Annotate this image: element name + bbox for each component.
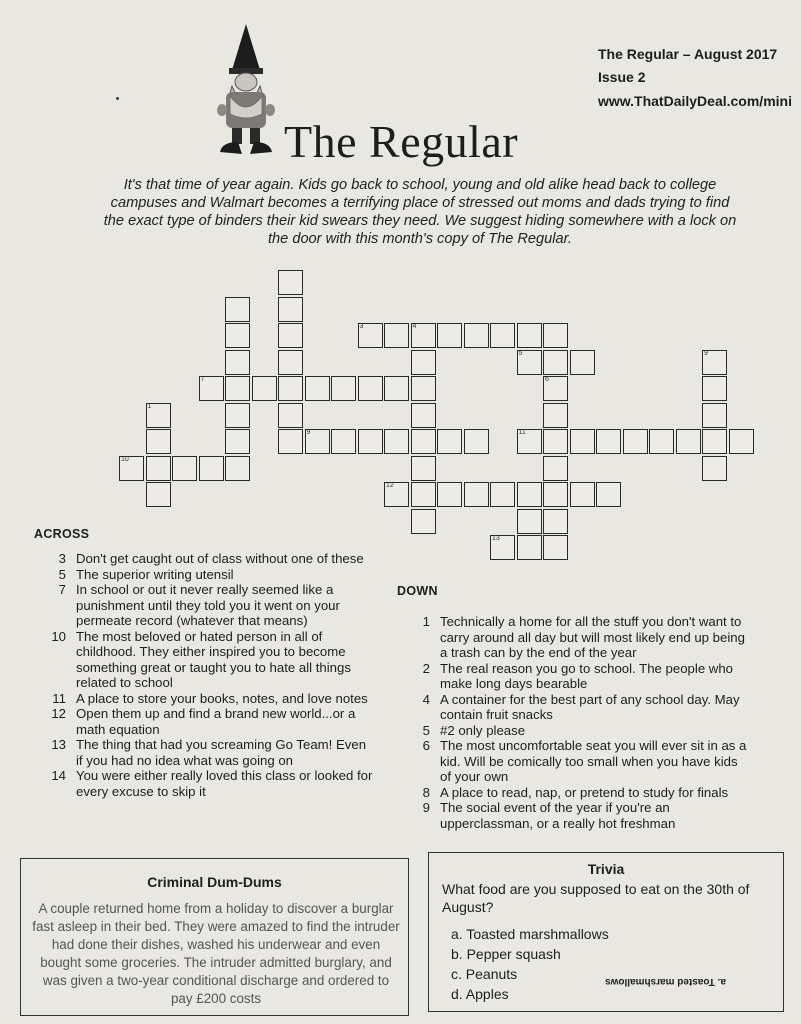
across-clue bbox=[46, 768, 374, 799]
crossword-cell[interactable] bbox=[278, 297, 303, 322]
down-clue bbox=[410, 692, 750, 723]
trivia-option: c. Peanuts bbox=[451, 966, 518, 982]
trivia-option: a. Toasted marshmallows bbox=[451, 926, 609, 942]
crossword-cell[interactable] bbox=[517, 350, 542, 375]
clue-number: 5 bbox=[58, 566, 66, 582]
across-clue bbox=[46, 706, 374, 737]
clue-number: 9 bbox=[422, 800, 430, 815]
crossword-cell[interactable] bbox=[543, 482, 568, 507]
crossword-cell-number: 12 bbox=[386, 482, 394, 489]
crossword-cell[interactable] bbox=[437, 482, 462, 507]
down-clue-list bbox=[410, 614, 750, 831]
clue-text: Technically a home for all the stuff you don't want to carry around all day but will most likely end up being a trash can by the end of the year bbox=[440, 614, 745, 660]
clue-text: A place to store your books, notes, and love notes bbox=[76, 690, 368, 706]
crossword-cell[interactable] bbox=[702, 429, 727, 454]
clue-number: 10 bbox=[51, 628, 66, 644]
crossword-cell[interactable] bbox=[225, 429, 250, 454]
crossword-cell[interactable] bbox=[543, 403, 568, 428]
crossword-cell-number: 5 bbox=[518, 349, 523, 357]
crossword-cell[interactable] bbox=[517, 429, 542, 454]
clue-text: In school or out it never really seemed like a punishment until they told you it went on your permeate record (whatever that means) bbox=[76, 582, 340, 628]
crossword-cell[interactable] bbox=[543, 509, 568, 534]
crossword-cell[interactable] bbox=[517, 509, 542, 534]
criminal-dumdums-story: A couple returned home from a holiday to discover a burglar fast asleep in their bed. They were amazed to find the intruder had done their dishes, washed his underwear and even bought some groceries. The intruder admitted burglary, and was given a two-year conditional discharge and ordered to pay £200 costs bbox=[32, 901, 400, 1006]
crossword-cell[interactable] bbox=[358, 323, 383, 348]
crossword-cell[interactable] bbox=[490, 323, 515, 348]
crossword-cell-number: 3 bbox=[359, 323, 364, 330]
gnome-icon bbox=[212, 22, 280, 162]
crossword-cell[interactable] bbox=[305, 429, 330, 454]
crossword-cell[interactable] bbox=[702, 376, 727, 401]
crossword-cell[interactable] bbox=[702, 350, 727, 375]
crossword-cell[interactable] bbox=[278, 323, 303, 348]
crossword-cell[interactable] bbox=[543, 323, 568, 348]
crossword-cell[interactable] bbox=[411, 509, 436, 534]
crossword-cell[interactable] bbox=[305, 376, 330, 401]
crossword-cell[interactable] bbox=[278, 429, 303, 454]
clue-text: The thing that had you screaming Go Team! Even if you had no idea what was going on bbox=[76, 737, 367, 768]
crossword-cell-number: 4 bbox=[412, 323, 417, 330]
ink-dot bbox=[116, 97, 119, 100]
crossword-cell[interactable] bbox=[411, 350, 436, 375]
crossword-cell[interactable] bbox=[411, 323, 436, 348]
crossword-cell[interactable] bbox=[172, 456, 197, 481]
crossword-cell[interactable] bbox=[146, 429, 171, 454]
crossword-cell[interactable] bbox=[623, 429, 648, 454]
clue-text: The superior writing utensil bbox=[76, 566, 234, 582]
trivia-option: d. Apples bbox=[451, 986, 509, 1002]
clue-number: 4 bbox=[422, 691, 430, 707]
crossword-cell-number: 10 bbox=[121, 455, 129, 463]
crossword-cell[interactable] bbox=[146, 403, 171, 428]
clue-number: 12 bbox=[51, 706, 66, 721]
crossword-cell-number: 11 bbox=[518, 429, 526, 436]
crossword-cell[interactable] bbox=[464, 482, 489, 507]
crossword-cell[interactable] bbox=[543, 376, 568, 401]
newsletter-title: The Regular bbox=[284, 116, 519, 167]
clue-number: 13 bbox=[51, 737, 66, 752]
trivia-answer-upside-down: a. Toasted marshmallows bbox=[605, 976, 726, 987]
clue-number: 1 bbox=[422, 614, 430, 629]
clue-number: 5 bbox=[422, 722, 430, 738]
crossword-cell-number: 13 bbox=[492, 535, 500, 542]
crossword-cell[interactable] bbox=[225, 456, 250, 481]
crossword-cell-number: 9 bbox=[704, 349, 708, 357]
crossword-cell[interactable] bbox=[278, 270, 303, 295]
down-clue bbox=[410, 738, 750, 785]
crossword-cell[interactable] bbox=[490, 482, 515, 507]
crossword-cell[interactable] bbox=[702, 403, 727, 428]
crossword-cell[interactable] bbox=[146, 456, 171, 481]
crossword-cell[interactable] bbox=[225, 297, 250, 322]
crossword-cell[interactable] bbox=[411, 482, 436, 507]
issue-date: The Regular – August 2017 bbox=[598, 46, 778, 62]
crossword-cell[interactable] bbox=[543, 535, 568, 560]
trivia-question: What food are you supposed to eat on the 30th of August? bbox=[442, 881, 750, 915]
clue-number: 8 bbox=[422, 784, 430, 800]
crossword-cell[interactable] bbox=[517, 535, 542, 560]
across-clue bbox=[46, 737, 374, 768]
crossword-cell[interactable] bbox=[676, 429, 701, 454]
crossword-cell[interactable] bbox=[649, 429, 674, 454]
crossword-cell[interactable] bbox=[225, 403, 250, 428]
clue-number: 14 bbox=[51, 768, 66, 783]
crossword-cell[interactable] bbox=[517, 482, 542, 507]
across-clue bbox=[46, 551, 374, 567]
crossword-cell-number: 7 bbox=[200, 376, 205, 383]
across-clue bbox=[46, 691, 374, 707]
crossword-cell[interactable] bbox=[411, 376, 436, 401]
crossword-cell[interactable] bbox=[570, 350, 595, 375]
crossword-cell[interactable] bbox=[384, 429, 409, 454]
down-clue bbox=[410, 614, 750, 661]
crossword-cell[interactable] bbox=[596, 482, 621, 507]
clue-number: 7 bbox=[58, 582, 66, 597]
across-clue bbox=[46, 567, 374, 583]
crossword-cell[interactable] bbox=[225, 376, 250, 401]
down-clue bbox=[410, 785, 750, 801]
crossword-cell[interactable] bbox=[384, 323, 409, 348]
crossword-cell[interactable] bbox=[146, 482, 171, 507]
crossword-cell[interactable] bbox=[543, 456, 568, 481]
crossword-cell[interactable] bbox=[437, 429, 462, 454]
clue-text: The most beloved or hated person in all of childhood. They either inspired you to become something great or taught you to hate all things related to school bbox=[76, 628, 351, 690]
crossword-cell[interactable] bbox=[411, 456, 436, 481]
clue-text: The real reason you go to school. The people who make long days bearable bbox=[440, 660, 734, 691]
trivia-options bbox=[451, 924, 609, 1004]
crossword-cell[interactable] bbox=[119, 456, 144, 481]
crossword-cell[interactable] bbox=[225, 323, 250, 348]
crossword-cell[interactable] bbox=[702, 456, 727, 481]
crossword-cell[interactable] bbox=[252, 376, 277, 401]
crossword-cell[interactable] bbox=[729, 429, 754, 454]
crossword-cell[interactable] bbox=[331, 376, 356, 401]
crossword-cell[interactable] bbox=[199, 456, 224, 481]
website-url[interactable]: www.ThatDailyDeal.com/mini bbox=[598, 93, 792, 109]
across-clue bbox=[46, 629, 374, 691]
clue-text: You were either really loved this class or looked for every excuse to skip it bbox=[76, 768, 373, 799]
clue-number: 6 bbox=[422, 738, 430, 753]
crossword-cell[interactable] bbox=[570, 482, 595, 507]
clue-text: A place to read, nap, or pretend to study for finals bbox=[440, 784, 729, 800]
crossword-cell[interactable] bbox=[517, 323, 542, 348]
crossword-cell[interactable] bbox=[543, 429, 568, 454]
crossword-cell[interactable] bbox=[464, 323, 489, 348]
criminal-dumdums-title: Criminal Dum-Dums bbox=[147, 874, 282, 890]
clue-text: Open them up and find a brand new world...or a math equation bbox=[76, 706, 356, 737]
crossword-cell-number: 1 bbox=[147, 402, 152, 410]
trivia-title: Trivia bbox=[587, 861, 625, 877]
across-heading: ACROSS bbox=[34, 527, 90, 541]
crossword-cell[interactable] bbox=[464, 429, 489, 454]
clue-text: Don't get caught out of class without one of these bbox=[76, 551, 364, 566]
clue-text: The social event of the year if you're an upperclassman, or a really hot freshman bbox=[440, 800, 676, 831]
crossword-cell[interactable] bbox=[570, 429, 595, 454]
crossword-cell[interactable] bbox=[278, 376, 303, 401]
crossword-cell[interactable] bbox=[437, 323, 462, 348]
trivia-option: b. Pepper squash bbox=[451, 946, 561, 962]
crossword-cell[interactable] bbox=[358, 376, 383, 401]
crossword-cell[interactable] bbox=[490, 535, 515, 560]
across-clue bbox=[46, 582, 374, 629]
crossword-cell[interactable] bbox=[225, 350, 250, 375]
intro-paragraph: It's that time of year again. Kids go back to school, young and old alike head back to college campuses and Walmart becomes a terrifying place of stressed out moms and dads trying to find the exact type of binders their kid swears they need. We suggest hiding somewhere with a lock on the door with this month's copy of The Regular. bbox=[103, 177, 737, 247]
clue-text: A container for the best part of any school day. May contain fruit snacks bbox=[440, 691, 740, 722]
crossword-cell-number: 6 bbox=[545, 376, 549, 383]
crossword-cell[interactable] bbox=[358, 429, 383, 454]
crossword-cell[interactable] bbox=[384, 376, 409, 401]
crossword-cell[interactable] bbox=[411, 403, 436, 428]
crossword-cell-number: 9 bbox=[306, 429, 311, 436]
crossword-cell[interactable] bbox=[331, 429, 356, 454]
clue-text: #2 only please bbox=[440, 722, 526, 738]
clue-number: 3 bbox=[58, 551, 66, 566]
clue-number: 2 bbox=[422, 660, 430, 676]
down-clue bbox=[410, 800, 750, 831]
crossword-cell[interactable] bbox=[384, 482, 409, 507]
down-clue bbox=[410, 661, 750, 692]
clue-text: The most uncomfortable seat you will ever sit in as a kid. Will be comically too small when you have kids of your own bbox=[440, 738, 747, 784]
crossword-cell[interactable] bbox=[543, 350, 568, 375]
down-heading: DOWN bbox=[397, 584, 438, 598]
across-clue-list bbox=[46, 551, 374, 799]
crossword-cell[interactable] bbox=[411, 429, 436, 454]
crossword-cell[interactable] bbox=[199, 376, 224, 401]
clue-number: 11 bbox=[52, 690, 66, 706]
crossword-cell[interactable] bbox=[278, 350, 303, 375]
crossword-cell[interactable] bbox=[278, 403, 303, 428]
issue-number: Issue 2 bbox=[598, 69, 646, 85]
down-clue bbox=[410, 723, 750, 739]
crossword-cell[interactable] bbox=[596, 429, 621, 454]
